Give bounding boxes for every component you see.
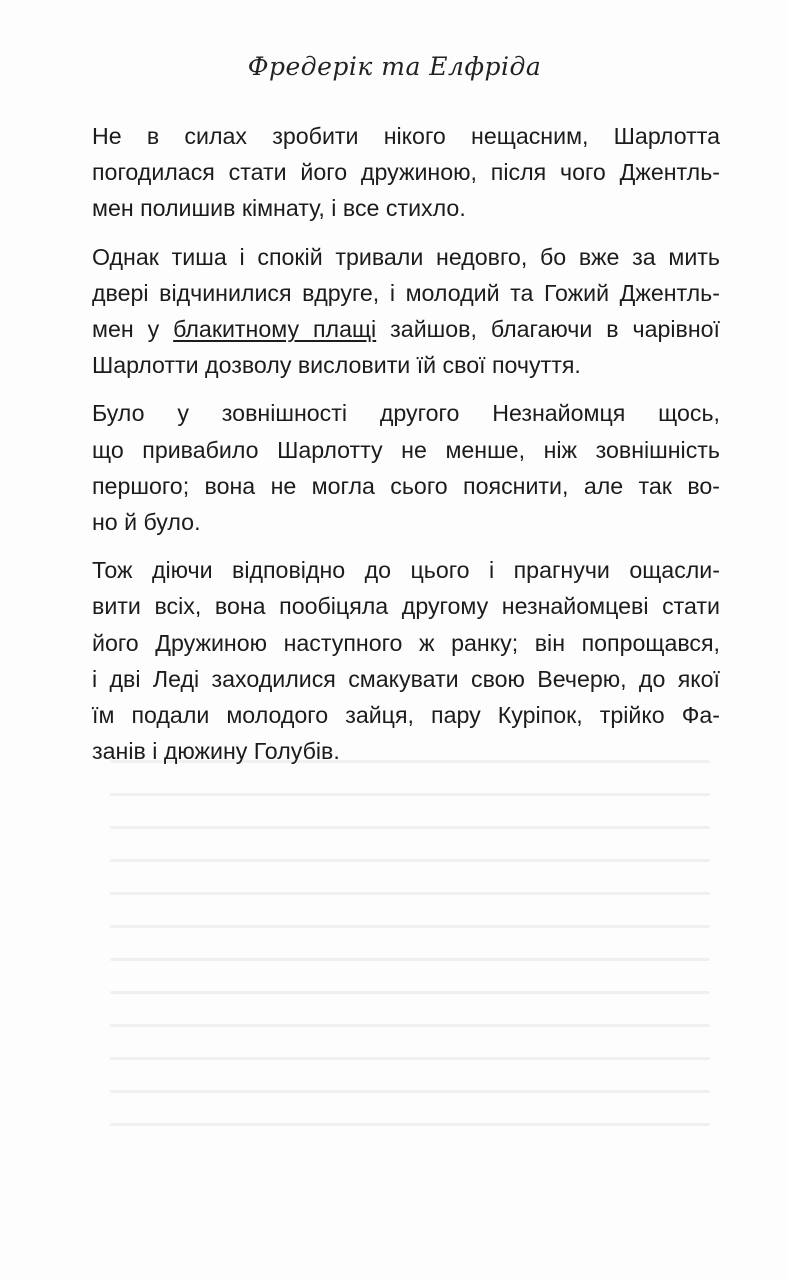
text-segment: зайшов, благаючи в чарівної: [376, 316, 720, 343]
text-line: і дві Леді заходилися смакувати свою Вечерю, до якої: [92, 665, 720, 692]
text-line: першого; вона не могла сього пояснити, але так во-: [92, 472, 720, 499]
paragraph-3: [92, 395, 720, 540]
paragraph-1: [92, 118, 720, 227]
running-head: Фредерік та Елфріда: [247, 52, 542, 81]
underlined-phrase: блакитному плащі: [173, 316, 377, 343]
text-line: занів і дюжину Голубів.: [92, 738, 340, 765]
text-line: двері відчинилися вдруге, і молодий та Гожий Джентль-: [92, 279, 720, 306]
text-line: мен полишив кімнату, і все стихло.: [92, 195, 466, 222]
body-text: [92, 118, 720, 781]
text-line: Шарлотти дозволу висловити їй свої почуття.: [92, 352, 581, 379]
text-line: його Дружиною наступного ж ранку; він попрощався,: [92, 629, 720, 656]
text-line-with-underline: [92, 311, 720, 347]
text-segment: мен у: [92, 316, 174, 343]
text-line: Тож діючи відповідно до цього і прагнучи ощасли-: [92, 557, 720, 584]
text-line: вити всіх, вона пообіцяла другому незнайомцеві стати: [92, 593, 720, 620]
bleed-through-texture: [110, 760, 710, 1180]
text-line: погодилася стати його дружиною, після чого Джентль-: [92, 159, 720, 186]
text-line: но й було.: [92, 509, 201, 536]
paragraph-4: [92, 552, 720, 769]
text-line: їм подали молодого зайця, пару Куріпок, трійко Фа-: [92, 702, 720, 729]
text-line: що привабило Шарлотту не менше, ніж зовнішність: [92, 436, 720, 463]
text-line: Однак тиша і спокій тривали недовго, бо вже за мить: [92, 243, 720, 270]
text-line: Не в силах зробити нікого нещасним, Шарлотта: [92, 123, 720, 149]
text-line: Було у зовнішності другого Незнайомця щось,: [92, 400, 720, 427]
paragraph-2: [92, 239, 720, 384]
